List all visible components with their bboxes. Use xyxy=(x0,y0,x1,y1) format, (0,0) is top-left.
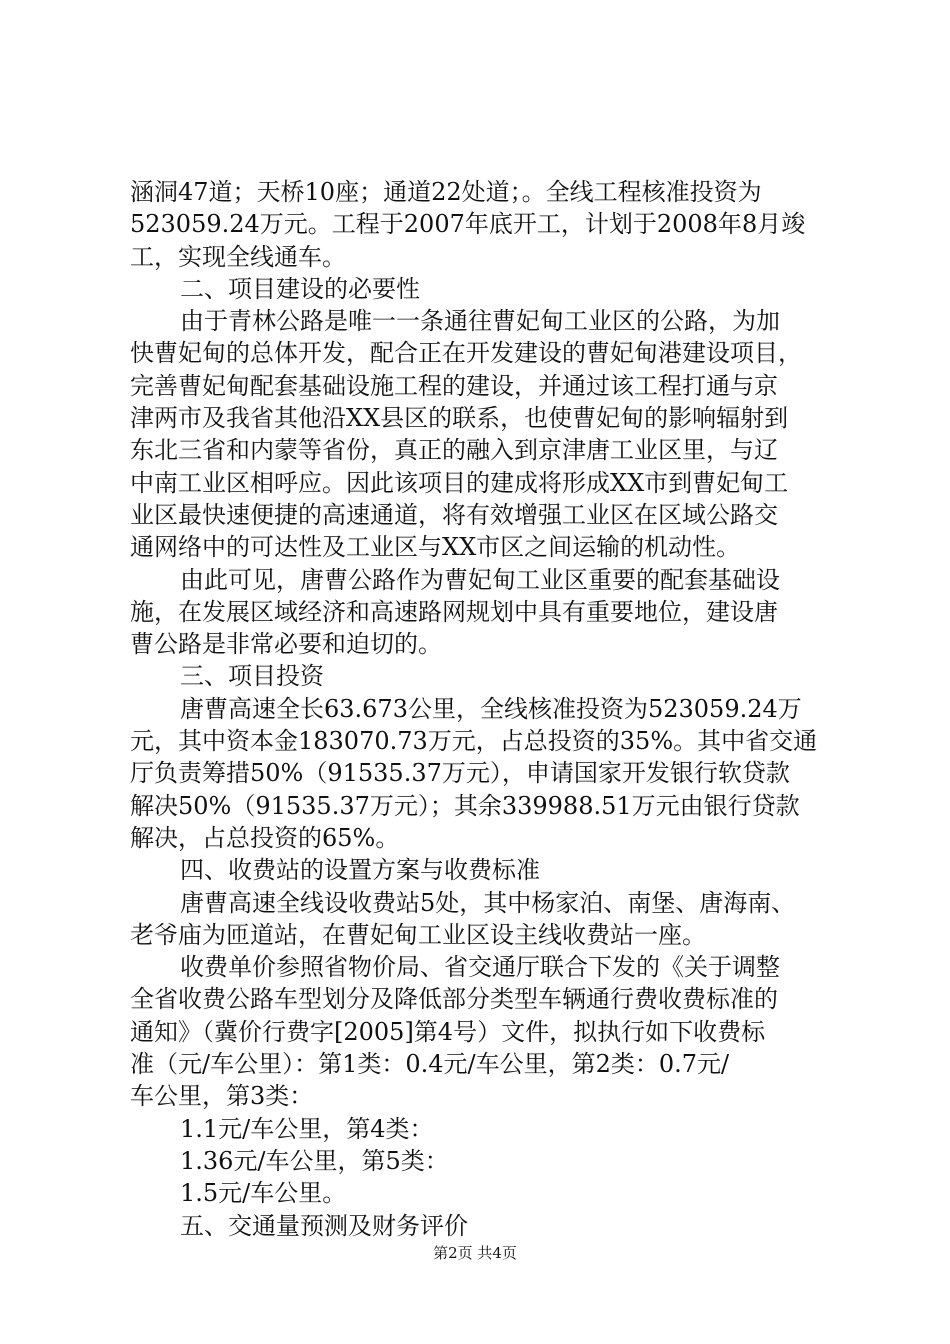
text-line: 全省收费公路车型划分及降低部分类型车辆通行费收费标准的 xyxy=(130,985,778,1014)
text-line: 津两市及我省其他沿XX县区的联系，也使曹妃甸的影响辐射到 xyxy=(130,404,789,433)
text-line: 曹公路是非常必要和迫切的。 xyxy=(130,630,442,659)
text-line: 唐曹高速全线设收费站5处，其中杨家泊、南堡、唐海南、 xyxy=(180,888,796,917)
text-line: 1.1元/车公里，第4类： xyxy=(180,1114,434,1143)
text-line: 解决50%（91535.37万元）；其余339988.51万元由银行贷款 xyxy=(130,791,800,820)
text-line: 中南工业区相呼应。因此该项目的建成将形成XX市到曹妃甸工 xyxy=(130,468,789,497)
page-footer: 第2页 共4页 xyxy=(433,1244,517,1262)
text-line: 元，其中资本金183070.73万元，占总投资的35%。其中省交通 xyxy=(130,727,818,756)
text-line: 1.5元/车公里。 xyxy=(180,1179,347,1208)
text-line: 1.36元/车公里，第5类： xyxy=(180,1146,449,1175)
text-line: 厅负责筹措50%（91535.37万元），申请国家开发银行软贷款 xyxy=(130,759,790,788)
text-line: 五、交通量预测及财务评价 xyxy=(180,1211,468,1240)
text-line: 老爷庙为匝道站，在曹妃甸工业区设主线收费站一座。 xyxy=(130,920,706,949)
text-line: 涵洞47道；天桥10座；通道22处道；。全线工程核准投资为 xyxy=(130,178,762,206)
text-line: 由此可见，唐曹公路作为曹妃甸工业区重要的配套基础设 xyxy=(180,565,780,594)
text-line: 收费单价参照省物价局、省交通厅联合下发的《关于调整 xyxy=(180,953,780,982)
text-line: 四、收费站的设置方案与收费标准 xyxy=(180,856,540,885)
document-body xyxy=(130,176,830,1242)
text-line: 准（元/车公里）：第1类：0.4元/车公里，第2类：0.7元/ xyxy=(130,1050,730,1079)
text-line: 通知》（冀价行费字[2005]第4号）文件，拟执行如下收费标 xyxy=(130,1017,766,1046)
text-line: 唐曹高速全长63.673公里，全线核准投资为523059.24万 xyxy=(180,694,802,723)
text-line: 由于青林公路是唯一一条通往曹妃甸工业区的公路，为加 xyxy=(180,307,780,336)
text-line: 工，实现全线通车。 xyxy=(130,242,346,271)
text-line: 快曹妃甸的总体开发，配合正在开发建设的曹妃甸港建设项目， xyxy=(130,339,802,368)
text-line: 车公里，第3类： xyxy=(130,1082,314,1111)
text-line: 完善曹妃甸配套基础设施工程的建设，并通过该工程打通与京 xyxy=(130,371,778,400)
text-line: 解决，占总投资的65%。 xyxy=(130,823,400,852)
text-line: 三、项目投资 xyxy=(180,662,324,691)
text-line: 523059.24万元。工程于2007年底开工，计划于2008年8月竣 xyxy=(130,210,806,239)
text-line: 施，在发展区域经济和高速路网规划中具有重要地位，建设唐 xyxy=(130,597,778,626)
text-line: 业区最快速便捷的高速通道，将有效增强工业区在区域公路交 xyxy=(130,500,778,529)
text-line: 二、项目建设的必要性 xyxy=(180,274,420,303)
text-line: 东北三省和内蒙等省份，真正的融入到京津唐工业区里，与辽 xyxy=(130,436,778,465)
text-line: 通网络中的可达性及工业区与XX市区之间运输的机动性。 xyxy=(130,533,741,562)
